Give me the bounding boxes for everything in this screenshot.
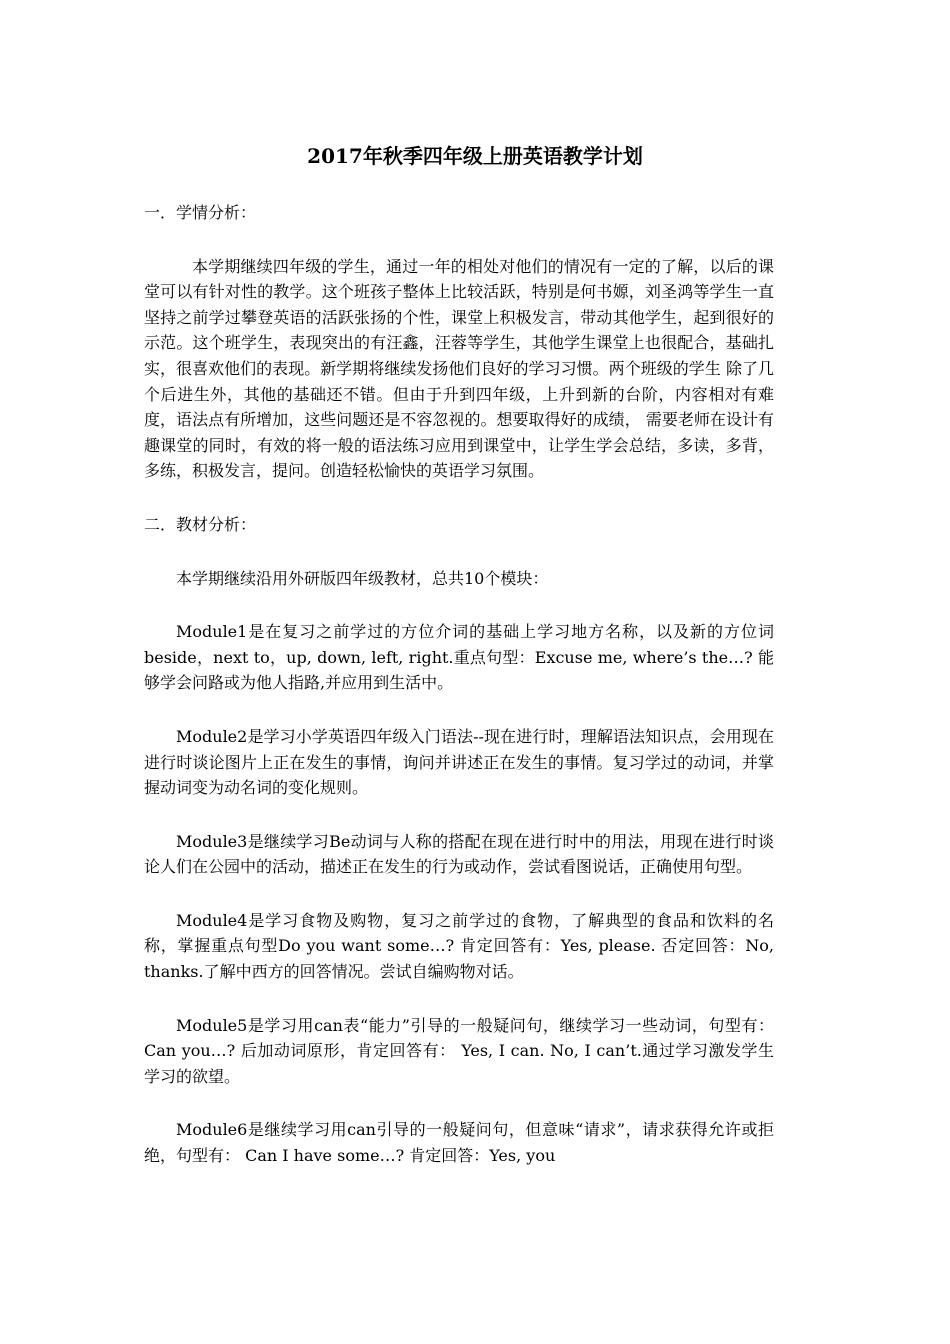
document-body [144,200,774,1197]
section-heading-textbook: 二．教材分析： [144,514,257,534]
module-paragraph: Module6是继续学习用can引导的一般疑问句，但意味“请求”，请求获得允许或拒绝，句型有： Can I have some…? 肯定回答：Yes, you [144,1120,774,1166]
module-paragraph: Module5是学习用can表“能力”引导的一般疑问句，继续学习一些动词，句型有：Can you…? 后加动词原形，肯定回答有： Yes, I can. No, I can’t.通过学习激发学生学习的欲望。 [144,1015,774,1086]
module-paragraph: Module1是在复习之前学过的方位介词的基础上学习地方名称，以及新的方位词beside，next to，up, down, left, right.重点句型：Excuse me, where’s the…? 能够学会问路或为他人指路,并应用到生活中。 [144,622,774,693]
textbook-intro: 本学期继续沿用外研版四年级教材，总共10个模块： [176,568,549,588]
module-paragraph: Module2是学习小学英语四年级入门语法--现在进行时，理解语法知识点，会用现在进行时谈论图片上正在发生的事情，询问并讲述正在发生的事情。复习学过的动词，并掌握动词变为动名词的变化规则。 [144,726,774,798]
section-heading-situation: 一．学情分析： [144,203,257,222]
document-title: 2017年秋季四年级上册英语教学计划 [307,144,643,168]
situation-paragraph: 本学期继续四年级的学生，通过一年的相处对他们的情况有一定的了解，以后的课堂可以有针对性的教学。这个班孩子整体上比较活跃，特别是何书嫄，刘圣鸿等学生一直坚持之前学过攀登英语的活跃张扬的个性，课堂上积极发言，带动其他学生，起到很好的示范。这个班学生，表现突出的有汪鑫，汪蓉等学生，其他学生课堂上也很配合，基础扎实，很喜欢他们的表现。新学期将继续发扬他们良好的学习习惯。两个班级的学生 除了几个后进生外，其他的基础还不错。但由于升到四年级，上升到新的台阶，内容相对有难度，语法点有所增加，这些问题还是不容忽视的。想要取得好的成绩， 需要老师在设计有趣课堂的同时，有效的将一般的语法练习应用到课堂中，让学生学会总结，多读，多背，多练，积极发言，提问。创造轻松愉快的英语学习氛围。 [144,256,774,481]
module-paragraph: Module4是学习食物及购物，复习之前学过的食物，了解典型的食品和饮料的名称，掌握重点句型Do you want some…? 肯定回答有：Yes, please. 否定回答：No, thanks.了解中西方的回答情况。尝试自编购物对话。 [144,910,774,982]
module-paragraph: Module3是继续学习Be动词与人称的搭配在现在进行时中的用法，用现在进行时谈论人们在公园中的活动，描述正在发生的行为或动作，尝试看图说话，正确使用句型。 [144,831,774,877]
